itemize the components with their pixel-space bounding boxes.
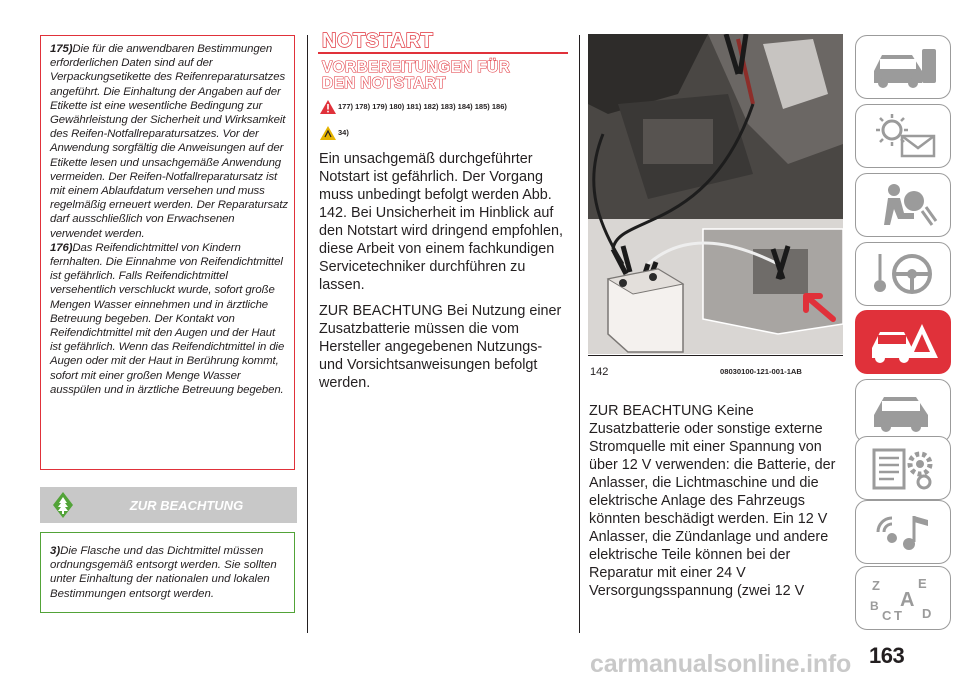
tab-starting-driving[interactable] [855,242,951,306]
note-number: 3) [50,545,61,557]
subtitle-line-2: DEN NOTSTART [322,75,446,92]
tab-emergency[interactable] [855,310,951,374]
warning-176-text: Das Reifendichtmittel von Kindern fernhalten. Die Einnahme von Reifendichtmittel ist gefährlich. Falls Reifendichtmittel versehentlich verschluckt wurde, sofort große Mengen Wasser einnehmen und in ärztliche Betreuung begeben. Der Kontakt von Reifendichtmittel mit den Augen und der Haut ist gefährlich. Wenn das Reifendichtmittel in die Augen oder mit der Haut in Berührung kommt, sofort mit einer großen Menge Wasser ausspülen und in ärztliche Betreuung begeben. [50,241,285,396]
index-letter-z: Z [872,578,880,593]
caution-references: 34) [338,128,349,137]
car-maintenance-icon [866,387,940,435]
paragraph-auxiliary-battery: ZUR BEACHTUNG Bei Nutzung einer Zusatzbatterie müssen die vom Hersteller angegebenen Nutzungs- und Vorsichtsanweisungen befolgt werden. [319,303,562,391]
jump-start-illustration [588,34,843,354]
section-subtitle [322,60,567,92]
watermark: carmanualsonline.info [590,650,852,678]
warning-references: 177) 178) 179) 180) 181) 182) 183) 184) 185) 186) [338,102,507,111]
airbag-person-icon [866,181,940,229]
lights-warning-icon [866,112,940,160]
multimedia-icon [866,508,940,556]
paragraph-jump-start: Ein unsachgemäß durchgeführter Notstart ist gefährlich. Der Vorgang muss unbedingt befolgt werden Abb. 142. Bei Unsicherheit im Hinblick auf den Notstart wird dringend empfohlen, diese Arbeit von einem fachkundigen Servicetechniker durchführen zu lassen. [319,151,563,293]
note-box [40,532,295,613]
index-letter-c: C [882,608,892,622]
warning-triangle-icon [320,100,336,114]
tab-multimedia[interactable] [855,500,951,564]
note-title: ZUR BEACHTUNG [129,498,244,513]
index-letter-a: A [900,589,915,611]
tab-maintenance[interactable] [855,379,951,443]
emergency-triangle-car-icon [866,318,940,366]
figure-number: 142 [590,366,609,378]
index-letter-e: E [918,576,927,591]
column-divider-left [307,35,308,633]
index-letter-t: T [894,608,902,622]
tab-safety[interactable] [855,173,951,237]
title-underline [318,52,568,54]
technical-data-icon [866,444,940,492]
warning-175-number: 175) [50,43,73,55]
right-body-text [589,402,837,600]
tab-dashboard[interactable] [855,35,951,99]
tab-index[interactable] [855,566,951,630]
note-text: Die Flasche und das Dichtmittel müssen ordnungsgemäß entsorgt werden. Sie sollten unter Einhaltung der nationalen und lokalen Bestimmungen entsorgt werden. [50,545,277,600]
section-title: NOTSTART [322,30,434,52]
paragraph-voltage-warning: ZUR BEACHTUNG Keine Zusatzbatterie oder sonstige externe Stromquelle mit einer Spannung von über 12 V verwenden: die Batterie, der Anlasser, die Lichtmaschine und die elektrische Anlage des Fahrzeugs könnten beschädigt werden. Ein 12 V Anlasser, die Zündanlage und andere elektrische Teile können bei der Reparatur mit einer 24 V Versorgungsspannung (zwei 12 V [589,403,836,599]
page-number: 163 [869,643,905,668]
steering-wheel-icon [866,250,940,298]
warning-176-number: 176) [50,241,73,254]
caution-triangle-icon [320,126,336,140]
figure-code: 08030100-121-001-1AB [720,367,802,376]
warning-notes-box [40,35,295,470]
warning-175-text: Die für die anwendbaren Bestimmungen erforderlichen Daten sind auf der Verpackungsetikette des Reifenreparatursatzes angeführt. Die Einhaltung der Angaben auf der Etikette ist eine wesentliche Bedingung zur Gewährleistung der Sicherheit und Wirksamkeit des Reifen-Notfallreparatursatzes. Vor der Anwendung sorgfältig die Anweisungen auf der Etikette lesen und unsachgemäße Anwendung vermeiden. Der Reifen-Notfallreparatursatz ist mit einem Ablaufdatum versehen und muss regelmäßig erneuert werden. Der Reparatursatz darf ausschließlich von Erwachsenen verwendet werden. [50,43,288,240]
tab-lights-warnings[interactable] [855,104,951,168]
subtitle-line-1: VORBEREITUNGEN FÜR [322,59,510,76]
index-letter-d: D [922,606,932,621]
index-letter-b: B [870,599,879,613]
tab-technical-data[interactable] [855,436,951,500]
figure-caption-rule [588,355,843,356]
column-divider-right [579,35,580,633]
middle-body-text [319,150,569,392]
car-dashboard-icon [866,43,940,91]
alphabetical-index-icon [866,574,940,622]
